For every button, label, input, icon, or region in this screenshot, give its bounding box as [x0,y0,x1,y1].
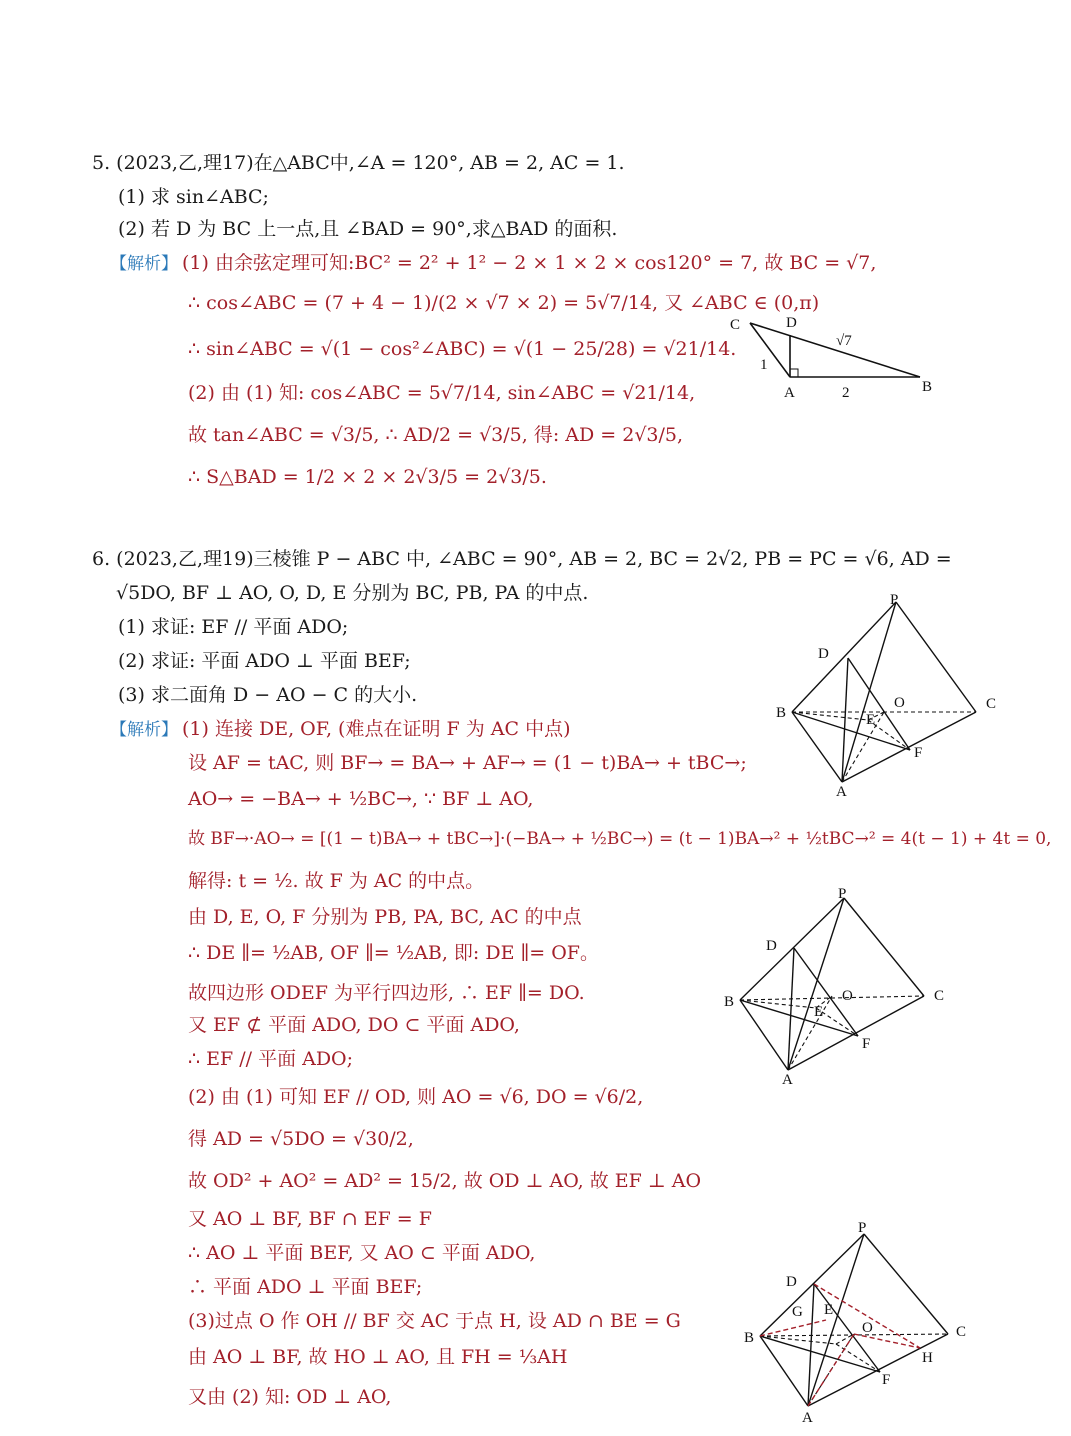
q6-fig1-label-B: B [776,705,787,721]
q6-l12: 故 OD² + AO² = AD² = 15/2, 故 OD ⊥ AO, 故 EF ⊥ AO [188,1170,702,1192]
q5-part2: (2) 若 D 为 BC 上一点,且 ∠BAD = 90°,求△BAD 的面积. [118,218,618,240]
q6-fig1-label-D: D [818,646,829,662]
q6-fig1-label-O: O [894,695,905,711]
q5-part1: (1) 求 sin∠ABC; [118,186,269,208]
q6-l9: ∴ EF // 平面 ADO; [188,1048,354,1070]
q6-fig3-label-G: G [792,1304,803,1320]
q5-label-D: D [786,315,797,331]
q5-label-B: B [922,379,933,395]
q5-label-C: C [730,317,741,333]
q5-label-sqrt7: √7 [836,333,852,349]
q6-fig3-label-F: F [882,1372,891,1388]
q5-solution-tag: 【解析】 [110,254,178,274]
q5-label-A: A [784,385,795,401]
q5-s2: ∴ cos∠ABC = (7 + 4 − 1)/(2 × √7 × 2) = 5√7/14, 又 ∠ABC ∈ (0,π) [188,292,820,314]
q5-s5: 故 tan∠ABC = √3/5, ∴ AD/2 = √3/5, 得: AD = 2√3/5, [188,424,684,446]
q5-s1: (1) 由余弦定理可知:BC² = 2² + 1² − 2 × 1 × 2 × cos120° = 7, 故 BC = √7, [182,252,877,274]
q6-fig2-label-B: B [724,994,735,1010]
q6-fig1-label-A: A [836,784,847,800]
q6-solution-line-0 [110,716,570,743]
q6-l13: 又 AO ⊥ BF, BF ∩ EF = F [188,1208,432,1230]
q5-s4: (2) 由 (1) 知: cos∠ABC = 5√7/14, sin∠ABC = √21/14, [188,382,696,404]
q6-l0: (1) 连接 DE, OF, (难点在证明 F 为 AC 中点) [182,718,571,740]
q6-l10: (2) 由 (1) 可知 EF // OD, 则 AO = √6, DO = √6/2, [188,1086,644,1108]
q6-fig3-label-B: B [744,1330,755,1346]
q6-solution-tag: 【解析】 [110,720,178,740]
q6-l5: 由 D, E, O, F 分别为 PB, PA, BC, AC 的中点 [188,906,582,928]
q6-l16: (3)过点 O 作 OH // BF 交 AC 于点 H, 设 AD ∩ BE = G [188,1310,681,1332]
q6-part1: (1) 求证: EF // 平面 ADO; [118,616,349,638]
q5-triangle-figure [720,305,950,405]
q6-title-2: √5DO, BF ⊥ AO, O, D, E 分别为 BC, PB, PA 的中点. [116,582,589,604]
q5-solution-line-1 [110,250,876,277]
q6-fig3-label-A: A [802,1410,813,1426]
q6-l11: 得 AD = √5DO = √30/2, [188,1128,414,1150]
q6-fig3-label-P: P [858,1220,867,1236]
q6-pyramid-figure-3 [740,1216,980,1436]
q6-fig2-label-C: C [934,988,945,1004]
q6-fig3-label-H: H [922,1350,933,1366]
q6-l6: ∴ DE ∥= ½AB, OF ∥= ½AB, 即: DE ∥= OF。 [188,942,599,964]
q6-l15: ∴ 平面 ADO ⊥ 平面 BEF; [188,1276,423,1298]
q5-label-1: 1 [760,357,768,373]
q6-fig3-label-D: D [786,1274,797,1290]
q6-fig3-label-O: O [862,1320,873,1336]
q6-pyramid-figure-1 [770,590,1010,800]
q6-part3: (3) 求二面角 D − AO − C 的大小. [118,684,418,706]
q5-s6: ∴ S△BAD = 1/2 × 2 × 2√3/5 = 2√3/5. [188,466,547,488]
q6-title-1: 6. (2023,乙,理19)三棱锥 P − ABC 中, ∠ABC = 90°, AB = 2, BC = 2√2, PB = PC = √6, AD = [92,548,952,570]
q6-l18: 又由 (2) 知: OD ⊥ AO, [188,1386,392,1408]
q6-fig1-label-F: F [914,745,923,761]
q6-l1: 设 AF = tAC, 则 BF→ = BA→ + AF→ = (1 − t)BA→ + tBC→; [188,752,747,774]
q6-fig3-label-C: C [956,1324,967,1340]
q6-fig2-label-A: A [782,1072,793,1088]
q5-label-2: 2 [842,385,850,401]
q6-fig2-label-F: F [862,1036,871,1052]
q6-l8: 又 EF ⊄ 平面 ADO, DO ⊂ 平面 ADO, [188,1014,520,1036]
q6-l4: 解得: t = ½. 故 F 为 AC 的中点。 [188,870,485,892]
q6-fig2-label-E: E [814,1004,824,1020]
q6-fig1-label-C: C [986,696,997,712]
q6-fig2-label-O: O [842,988,853,1004]
q6-l7: 故四边形 ODEF 为平行四边形, ∴ EF ∥= DO. [188,982,585,1004]
q6-pyramid-figure-2 [720,884,960,1094]
q6-l14: ∴ AO ⊥ 平面 BEF, 又 AO ⊂ 平面 ADO, [188,1242,536,1264]
q6-fig1-label-P: P [890,592,899,608]
q6-l2: AO→ = −BA→ + ½BC→, ∵ BF ⊥ AO, [188,788,534,810]
q5-title: 5. (2023,乙,理17)在△ABC中,∠A = 120°, AB = 2, AC = 1. [92,152,625,174]
q6-fig2-label-P: P [838,886,847,902]
q6-l17: 由 AO ⊥ BF, 故 HO ⊥ AO, 且 FH = ⅓AH [188,1346,568,1368]
q6-fig3-label-E: E [824,1302,834,1318]
q6-fig1-label-E: E [866,712,876,728]
q6-part2: (2) 求证: 平面 ADO ⊥ 平面 BEF; [118,650,411,672]
q6-l3: 故 BF→·AO→ = [(1 − t)BA→ + tBC→]·(−BA→ + ½BC→) = (t − 1)BA→² + ½tBC→² = 4(t − 1) + 4t = 0, [188,829,1052,849]
q5-s3: ∴ sin∠ABC = √(1 − cos²∠ABC) = √(1 − 25/28) = √21/14. [188,338,737,360]
q6-fig2-label-D: D [766,938,777,954]
